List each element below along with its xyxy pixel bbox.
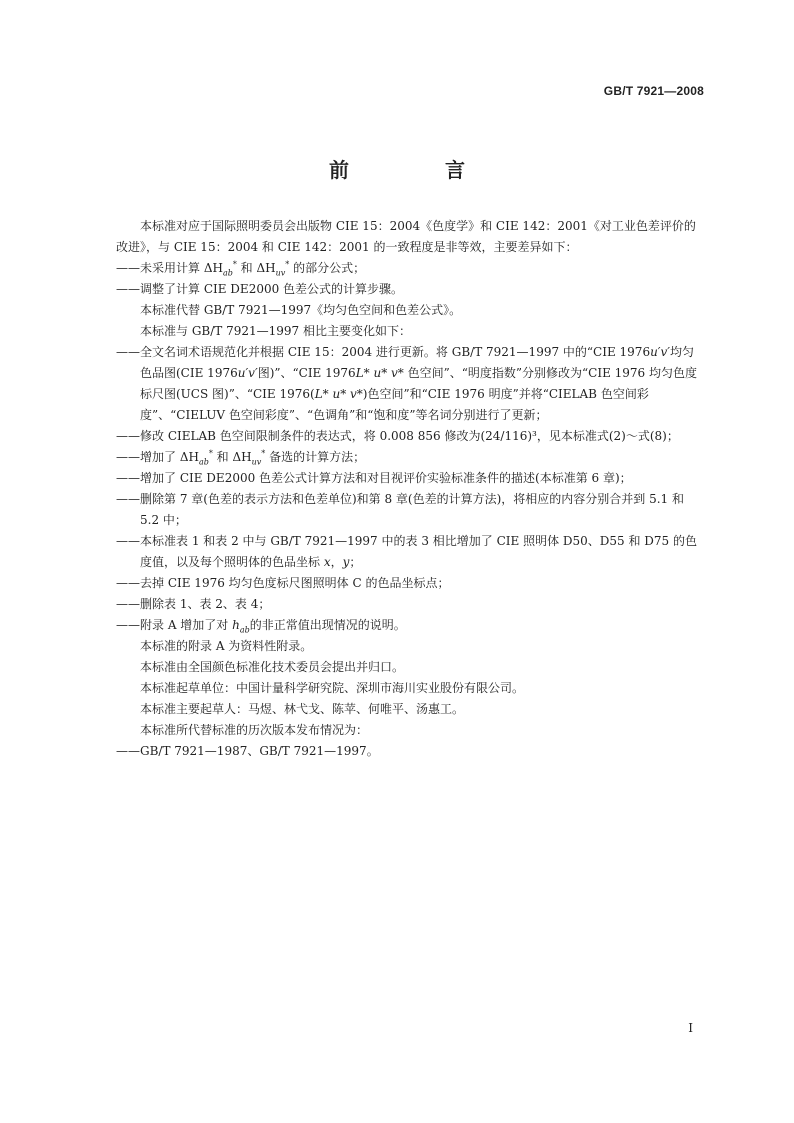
page-number: I	[688, 1021, 693, 1035]
paragraph-replaces: 本标准代替 GB/T 7921—1997《均匀色空间和色差公式》。	[140, 303, 462, 317]
list-item: ——修改 CIELAB 色空间限制条件的表达式，将 0.008 856 修改为(24/116)³，见本标准式(2)～式(8)；	[116, 429, 679, 443]
list-item: ——调整了计算 CIE DE2000 色差公式的计算步骤。	[116, 282, 404, 296]
list-item: ——删除表 1、表 2、表 4；	[116, 597, 271, 611]
list-item: ——增加了 $\Delta H_{ab}^*$ 和 $\Delta H_{uv}^*$ 备选的计算方法；	[116, 449, 366, 467]
foreword-body	[116, 216, 706, 762]
paragraph-correspondence: 本标准对应于国际照明委员会出版物 CIE 15：2004《色度学》和 CIE 142：2001《对工业色差评价的改进》，与 CIE 15：2004 和 CIE 142：2001 的一致程度是非等效，主要差异如下：	[116, 219, 696, 254]
paragraph-appendix: 本标准的附录 A 为资料性附录。	[140, 639, 313, 653]
paragraph-proposer: 本标准由全国颜色标准化技术委员会提出并归口。	[140, 660, 405, 674]
paragraph-drafting-units: 本标准起草单位：中国计量科学研究院、深圳市海川实业股份有限公司。	[140, 681, 525, 695]
list-item: ——未采用计算 $\Delta H_{ab}^*$ 和 $\Delta H_{uv}^*$ 的部分公式；	[116, 260, 366, 278]
list-item: ——删除第 7 章(色差的表示方法和色差单位)和第 8 章(色差的计算方法)，将相应的内容分别合并到 5.1 和 5.2 中；	[116, 492, 684, 527]
list-item: ——本标准表 1 和表 2 中与 GB/T 7921—1997 中的表 3 相比增加了 CIE 照明体 D50、D55 和 D75 的色度值，以及每个照明体的色品坐标 x，y；	[116, 534, 698, 569]
list-item: ——GB/T 7921—1987、GB/T 7921—1997。	[116, 744, 379, 758]
paragraph-drafters: 本标准主要起草人：马煜、林弋戈、陈苹、何唯平、汤惠工。	[140, 702, 465, 716]
paragraph-history: 本标准所代替标准的历次版本发布情况为：	[140, 723, 369, 737]
list-item: ——增加了 CIE DE2000 色差公式计算方法和对目视评价实验标准条件的描述(本标准第 6 章)；	[116, 471, 632, 485]
paragraph-changes: 本标准与 GB/T 7921—1997 相比主要变化如下：	[140, 324, 411, 338]
list-item: ——附录 A 增加了对 $h_{ab}$的非正常值出现情况的说明。	[116, 618, 406, 635]
list-item: ——全文名词术语规范化并根据 CIE 15：2004 进行更新。将 GB/T 7921—1997 中的“CIE 1976u′v′均匀色品图(CIE 1976u′v′图)”、“CIE 1976L* u* v* 色空间”、“明度指数”分别修改为“CIE 1976 均匀色度标尺图(UCS 图)”、“CIE 1976(L* u* v*)色空间”和“CIE 1976 明度”并将“CIELAB 色空间彩度”、“CIELUV 色空间彩度”、“色调角”和“饱和度”等名词分别进行了更新；	[116, 345, 698, 422]
list-item: ——去掉 CIE 1976 均匀色度标尺图照明体 C 的色品坐标点；	[116, 576, 450, 590]
page-title: 前 言	[329, 158, 503, 182]
standard-code: GB/T 7921—2008	[603, 84, 704, 98]
